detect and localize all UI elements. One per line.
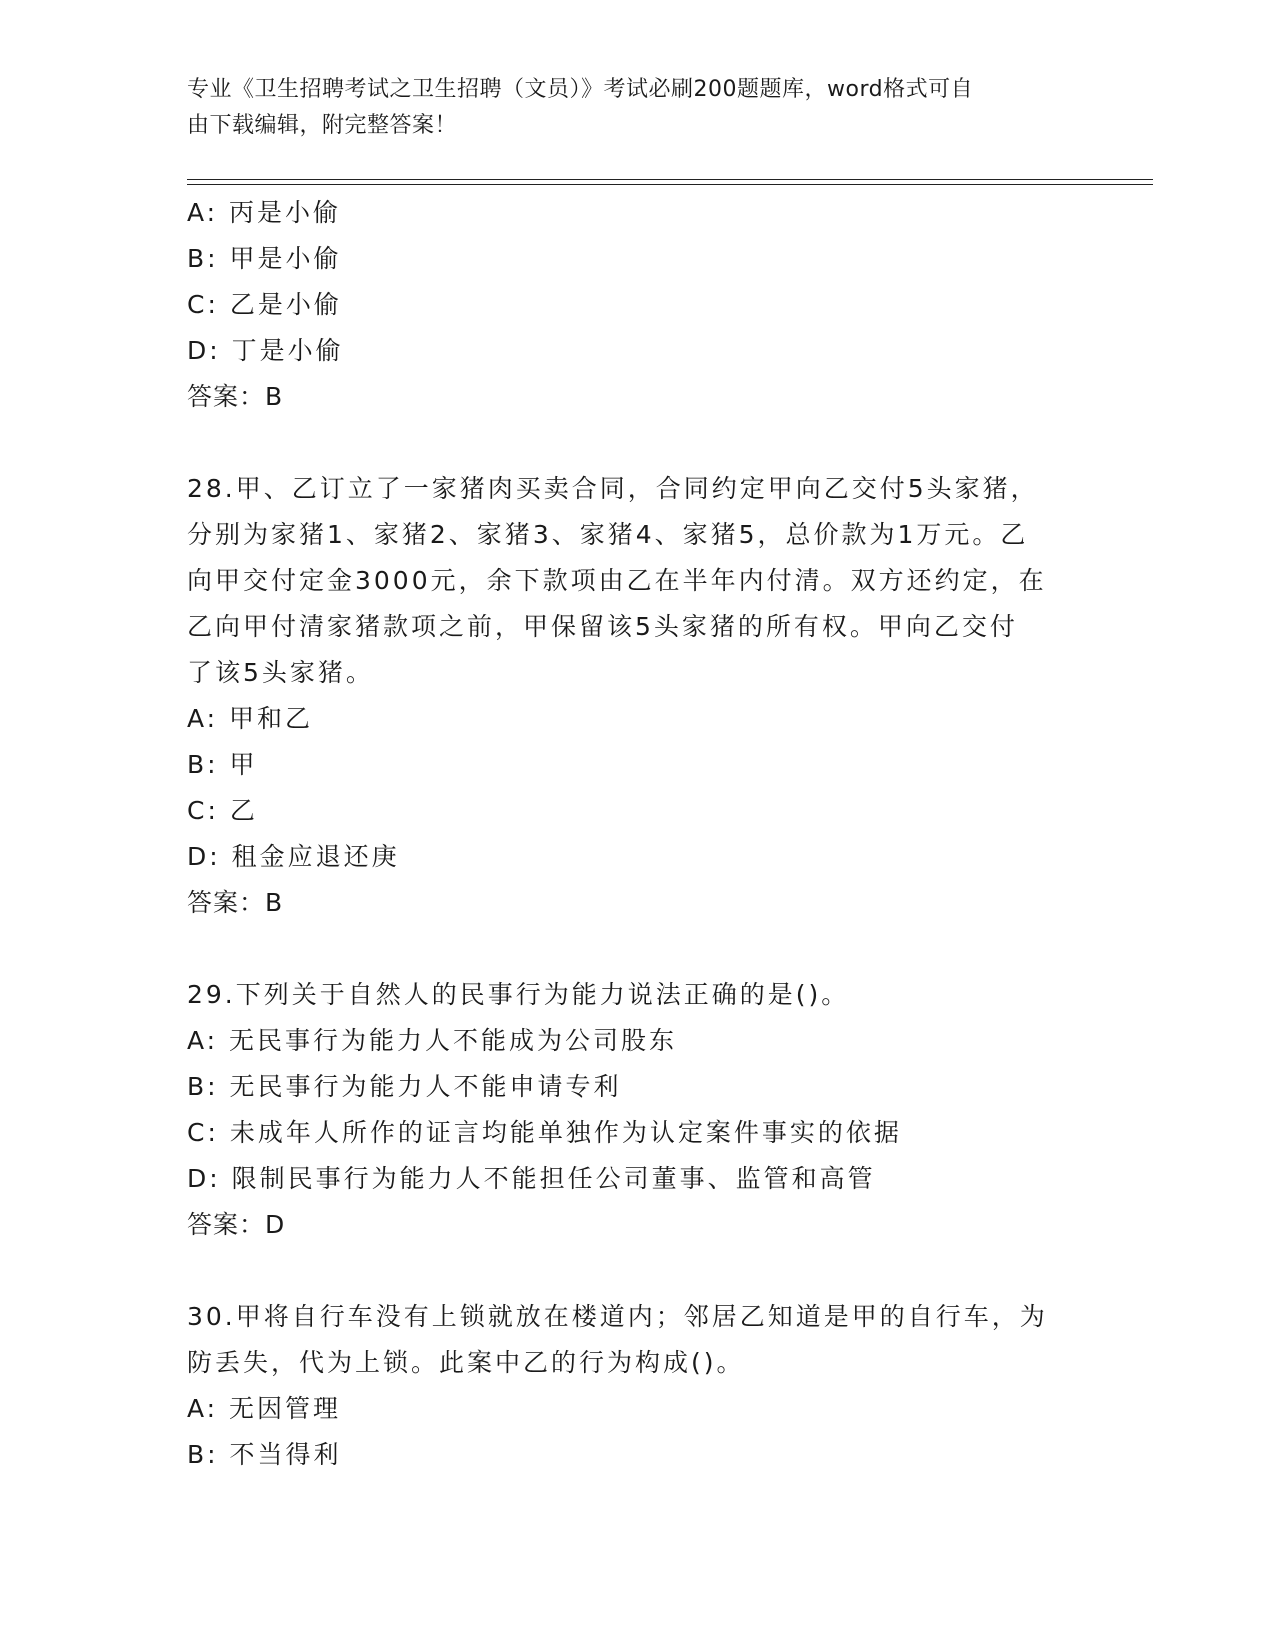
- option-d: D: 丁是小偷: [187, 336, 344, 365]
- answer: 答案：D: [187, 1210, 286, 1239]
- option-a: A: 无民事行为能力人不能成为公司股东: [187, 1026, 678, 1055]
- option-b: B: 无民事行为能力人不能申请专利: [187, 1072, 622, 1101]
- answer: 答案：B: [187, 888, 284, 917]
- header-divider-top: [187, 179, 1153, 180]
- question-stem-line: 28.甲、乙订立了一家猪肉买卖合同，合同约定甲向乙交付5头家猪，: [187, 474, 1039, 503]
- option-d: D: 租金应退还庚: [187, 842, 400, 871]
- question-27-tail: [187, 190, 1087, 420]
- option-d: D: 限制民事行为能力人不能担任公司董事、监管和高管: [187, 1164, 876, 1193]
- option-c: C: 乙: [187, 796, 258, 825]
- answer: 答案：B: [187, 382, 284, 411]
- question-stem-line: 向甲交付定金3000元，余下款项由乙在半年内付清。双方还约定，在: [187, 566, 1047, 595]
- spacer: [187, 926, 1087, 972]
- question-stem-line: 分别为家猪1、家猪2、家猪3、家猪4、家猪5，总价款为1万元。乙: [187, 520, 1029, 549]
- option-a: A: 甲和乙: [187, 704, 314, 733]
- question-28: [187, 466, 1087, 926]
- spacer: [187, 420, 1087, 466]
- question-30: [187, 1294, 1087, 1478]
- option-a: A: 无因管理: [187, 1394, 342, 1423]
- option-b: B: 甲: [187, 750, 258, 779]
- question-stem-line: 了该5头家猪。: [187, 658, 374, 687]
- option-b: B: 甲是小偷: [187, 244, 342, 273]
- question-stem-line: 30.甲将自行车没有上锁就放在楼道内；邻居乙知道是甲的自行车，为: [187, 1302, 1048, 1331]
- header-divider-bottom: [187, 184, 1153, 185]
- header-line-1: 专业《卫生招聘考试之卫生招聘（文员）》考试必刷200题题库，word格式可自: [187, 77, 974, 102]
- question-stem-line: 29.下列关于自然人的民事行为能力说法正确的是()。: [187, 980, 850, 1009]
- option-c: C: 乙是小偷: [187, 290, 342, 319]
- question-29: [187, 972, 1087, 1248]
- document-header: [187, 72, 1067, 144]
- option-a: A: 丙是小偷: [187, 198, 342, 227]
- question-list: [187, 190, 1087, 1478]
- question-stem-line: 乙向甲付清家猪款项之前，甲保留该5头家猪的所有权。甲向乙交付: [187, 612, 1018, 641]
- option-b: B: 不当得利: [187, 1440, 342, 1469]
- option-c: C: 未成年人所作的证言均能单独作为认定案件事实的依据: [187, 1118, 902, 1147]
- header-line-2: 由下载编辑，附完整答案！: [187, 113, 458, 138]
- spacer: [187, 1248, 1087, 1294]
- question-stem-line: 防丢失，代为上锁。此案中乙的行为构成()。: [187, 1348, 745, 1377]
